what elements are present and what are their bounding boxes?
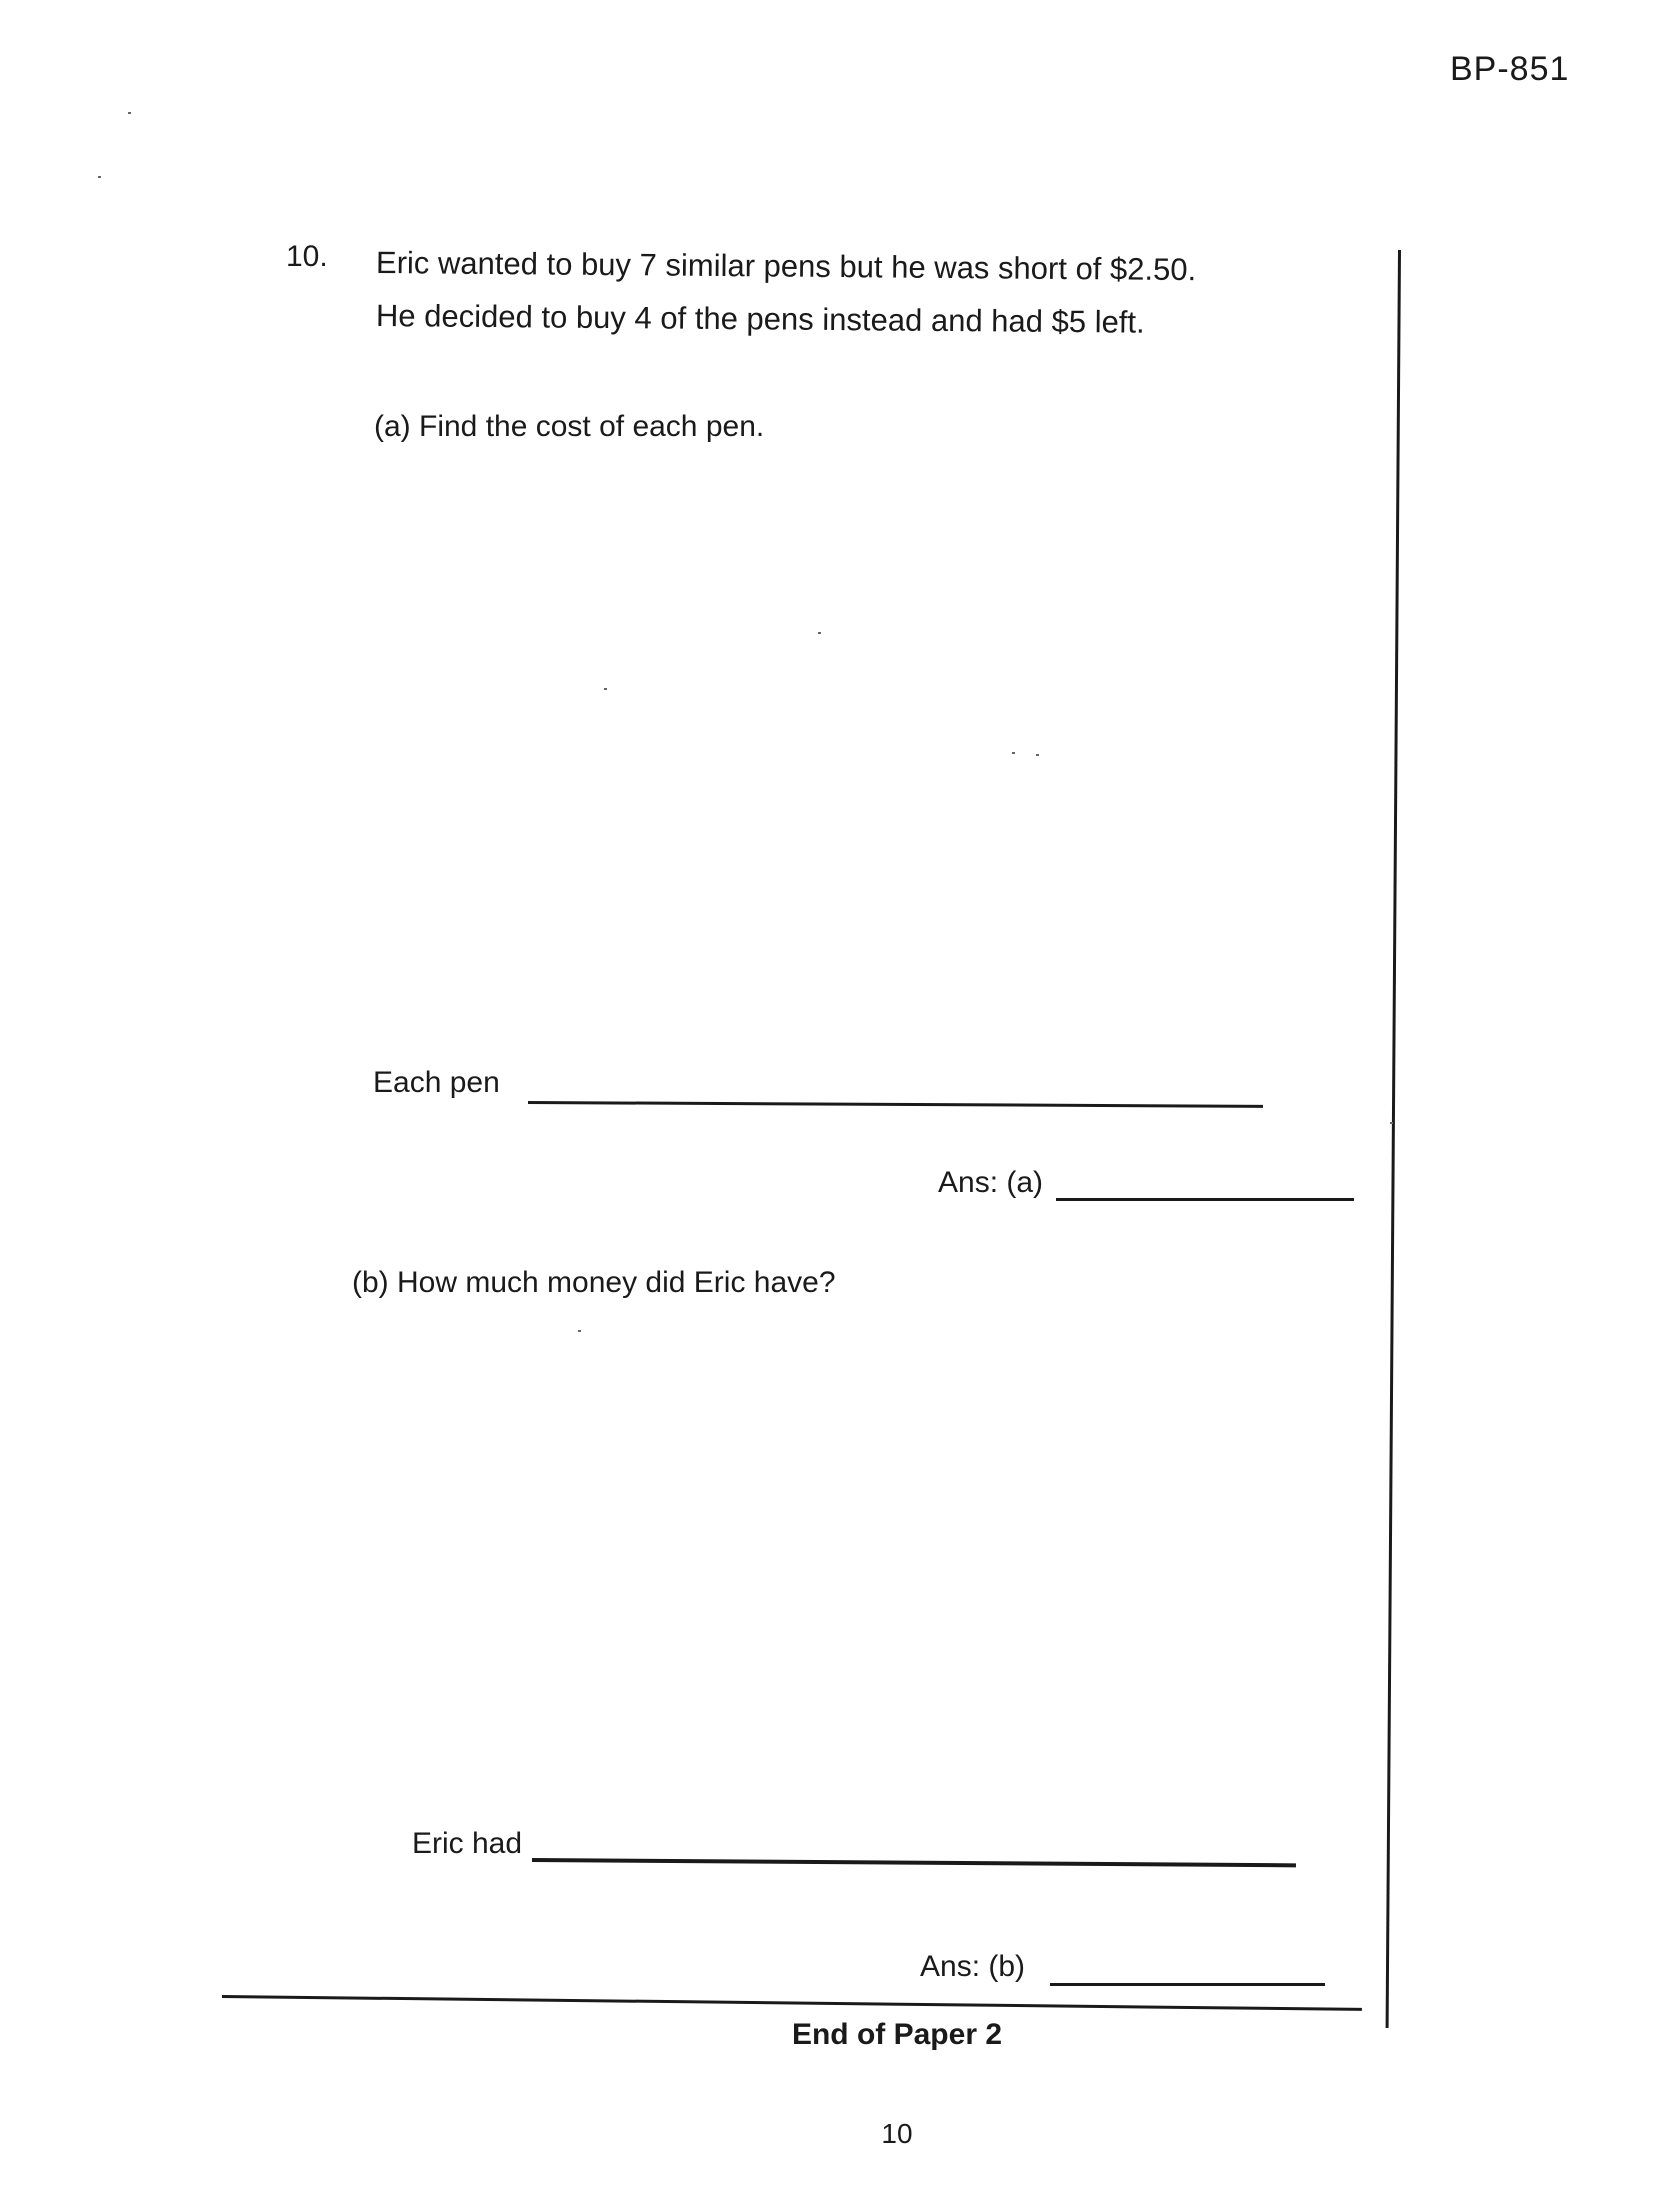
scan-speck (1012, 752, 1015, 754)
document-code: BP-851 (1450, 50, 1570, 88)
part-b-answer-line[interactable] (1050, 1983, 1325, 1986)
scan-speck (578, 1330, 581, 1332)
question-line-1: Eric wanted to buy 7 similar pens but he was short of $2.50. (375, 245, 1197, 288)
scan-speck (818, 632, 821, 634)
part-b-prompt: (b) How much money did Eric have? (352, 1266, 836, 1299)
question-line-2: He decided to buy 4 of the pens instead and had $5 left. (375, 298, 1145, 340)
scan-speck (1036, 754, 1039, 756)
part-a-answer-line[interactable] (1056, 1198, 1354, 1201)
right-border-line (1386, 250, 1401, 2028)
question-number: 10. (286, 240, 328, 273)
part-a-answer-label: Ans: (a) (938, 1166, 1044, 1199)
end-of-paper-text: End of Paper 2 (791, 2018, 1003, 2051)
page-number: 10 (881, 2118, 913, 2149)
scan-speck (98, 176, 101, 178)
bottom-rule (222, 1995, 1362, 2011)
part-b-fill-label: Eric had (412, 1827, 523, 1860)
part-b-working-line[interactable] (532, 1858, 1296, 1867)
part-b-answer-label: Ans: (b) (920, 1950, 1026, 1983)
part-a-working-line[interactable] (528, 1101, 1263, 1108)
part-a-fill-label: Each pen (373, 1066, 500, 1099)
part-a-prompt: (a) Find the cost of each pen. (374, 410, 765, 443)
scan-speck (604, 688, 607, 690)
scan-speck (1390, 1122, 1393, 1124)
scan-speck (128, 112, 131, 114)
